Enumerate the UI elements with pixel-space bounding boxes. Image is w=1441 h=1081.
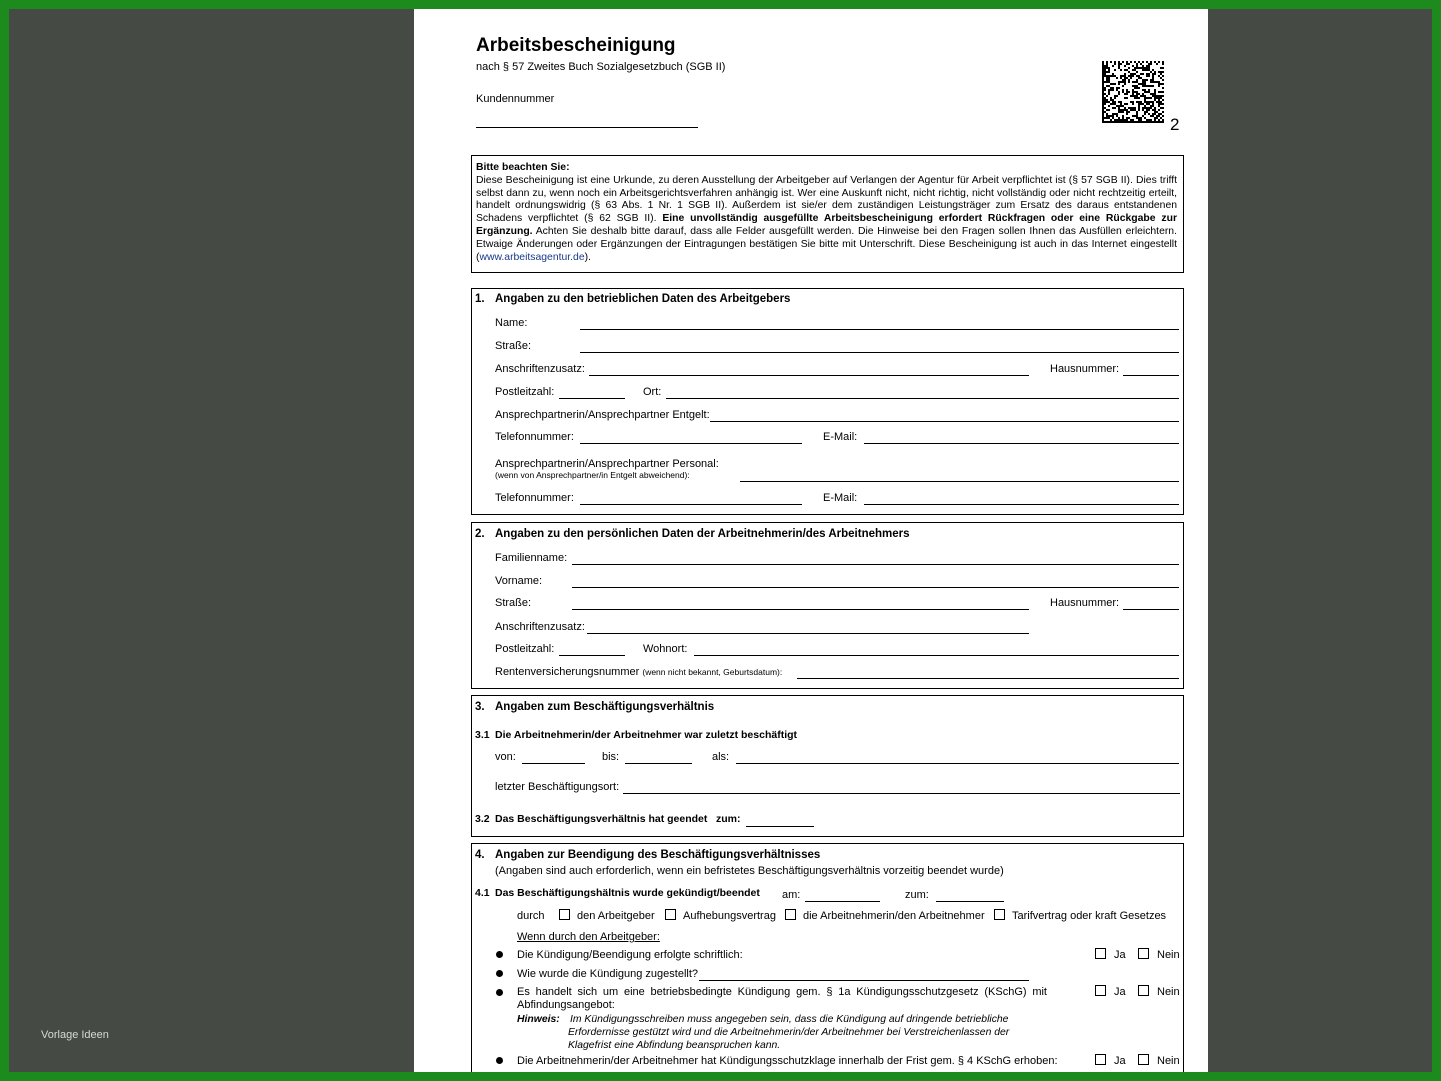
first-name-field[interactable] bbox=[572, 587, 1179, 588]
employer-postal-code-label: Postleitzahl: bbox=[495, 386, 555, 398]
page-number: 2 bbox=[1170, 115, 1180, 134]
bullet-icon bbox=[496, 989, 503, 996]
employer-phone-field[interactable] bbox=[580, 443, 802, 444]
section-4-1-number: 4.1 bbox=[475, 887, 490, 899]
employer-city-field[interactable] bbox=[666, 398, 1179, 399]
severance-yes-label: Ja bbox=[1114, 986, 1126, 998]
section-1-title: Angaben zu den betrieblichen Daten des Arbeitgebers bbox=[495, 293, 791, 305]
question-written: Die Kündigung/Beendigung erfolgte schriftlich: bbox=[517, 949, 743, 961]
employer-street-field[interactable] bbox=[580, 352, 1179, 353]
by-law-label: Tarifvertrag oder kraft Gesetzes bbox=[1012, 910, 1167, 922]
employee-street-label: Straße: bbox=[495, 597, 532, 609]
termination-effective-field[interactable] bbox=[936, 901, 1004, 902]
employee-address-suffix-field[interactable] bbox=[587, 633, 1029, 634]
section-3-2-title: Das Beschäftigungsverhältnis hat geendet bbox=[495, 813, 708, 825]
employer-address-suffix-field[interactable] bbox=[589, 375, 1029, 376]
personnel-phone-label: Telefonnummer: bbox=[495, 492, 574, 504]
by-law-checkbox[interactable] bbox=[994, 909, 1005, 920]
termination-agreement-label: Aufhebungsvertrag bbox=[683, 910, 776, 922]
pension-number-label bbox=[495, 666, 782, 679]
employer-name-field[interactable] bbox=[580, 329, 1179, 330]
last-workplace-field[interactable] bbox=[623, 793, 1180, 794]
employment-to-label: bis: bbox=[602, 751, 620, 763]
contact-personnel-field[interactable] bbox=[740, 481, 1179, 482]
employer-email-label: E-Mail: bbox=[823, 431, 858, 443]
section-3-title: Angaben zum Beschäftigungsverhältnis bbox=[495, 701, 715, 713]
employer-email-field[interactable] bbox=[864, 443, 1179, 444]
employer-house-number-label: Hausnummer: bbox=[1050, 363, 1120, 375]
website-link[interactable]: www.arbeitsagentur.de bbox=[479, 251, 585, 263]
employee-house-number-field[interactable] bbox=[1123, 609, 1179, 610]
family-name-label: Familienname: bbox=[495, 552, 568, 564]
hint-line-3: Klagefrist eine Abfindung beanspruchen kann. bbox=[568, 1040, 781, 1051]
employment-from-field[interactable] bbox=[522, 763, 585, 764]
watermark: Vorlage Ideen bbox=[41, 1029, 109, 1041]
employee-address-suffix-label: Anschriftenzusatz: bbox=[495, 621, 585, 633]
notice-text-2: Achten Sie deshalb bitte darauf, dass alle Felder ausgefüllt werden. Die Hinweise bei den Fragen sollen Ihnen das Ausfüllen erleichtern. Etwaige Änderungen oder Ergänzungen der Eintragungen bestätigen Sie bitte mit Unterschrift. Diese Bescheinigung ist auch in das Internet eingestellt ( bbox=[476, 225, 1177, 263]
page-subtitle: nach § 57 Zweites Buch Sozialgesetzbuch (SGB II) bbox=[476, 61, 726, 73]
datamatrix-code-icon bbox=[1102, 61, 1164, 123]
delivery-method-field[interactable] bbox=[699, 980, 1029, 981]
notice-text-3: ). bbox=[584, 251, 591, 263]
by-employer-checkbox[interactable] bbox=[559, 909, 570, 920]
lawsuit-yes-label: Ja bbox=[1114, 1055, 1126, 1067]
termination-date-field[interactable] bbox=[805, 901, 880, 902]
section-2-number: 2. bbox=[475, 528, 485, 540]
termination-effective-label: zum: bbox=[905, 889, 929, 901]
notice-text-1: Diese Bescheinigung ist eine Urkunde, zu deren Ausstellung der Arbeitgeber auf Verlangen der Agentur für Arbeit verpflichtet ist (§ 57 SGB II). Dies trifft selbst dann zu, wenn noch ein Arbeitsgerichtsverfahren anhängig ist. Wer eine Auskunft nicht, nicht richtig, nicht vollständig oder nicht rechtzeitig erteilt, handelt ordnungswidrig (§ 63 Abs. 1 Nr. 1 SGB II). Außerdem ist sie/er dem zuständigen Leistungsträger zum Ersatz des daraus entstandenen Schadens verpflichtet (§ 62 SGB II). bbox=[476, 174, 1177, 225]
employee-postal-code-field[interactable] bbox=[559, 655, 625, 656]
pension-number-text: Rentenversicherungsnummer bbox=[495, 666, 640, 678]
section-3-1-title: Die Arbeitnehmerin/der Arbeitnehmer war zuletzt beschäftigt bbox=[495, 729, 798, 741]
employer-name-label: Name: bbox=[495, 317, 528, 329]
employment-as-label: als: bbox=[712, 751, 730, 763]
section-1-number: 1. bbox=[475, 293, 485, 305]
if-employer-heading: Wenn durch den Arbeitgeber: bbox=[517, 931, 660, 943]
notice-text-bold: Eine unvollständig ausgefüllte Arbeitsbescheinigung erfordert Rückfragen oder eine Rückgabe zur Ergänzung. bbox=[476, 213, 1177, 237]
section-3-2-number: 3.2 bbox=[475, 813, 490, 825]
employee-postal-code-label: Postleitzahl: bbox=[495, 643, 555, 655]
employee-residence-field[interactable] bbox=[694, 655, 1179, 656]
employee-house-number-label: Hausnummer: bbox=[1050, 597, 1120, 609]
section-4-note: (Angaben sind auch erforderlich, wenn ein befristetes Beschäftigungsverhältnis vorzeitig beendet wurde) bbox=[495, 865, 1004, 877]
section-4-number: 4. bbox=[475, 849, 485, 861]
section-4-1-title: Das Beschäftigungshältnis wurde gekündigt/beendet bbox=[495, 887, 760, 899]
employment-end-field[interactable] bbox=[746, 826, 814, 827]
severance-yes-checkbox[interactable] bbox=[1095, 985, 1106, 996]
section-3-number: 3. bbox=[475, 701, 485, 713]
terminated-by-label: durch bbox=[517, 910, 545, 922]
bullet-icon bbox=[496, 951, 503, 958]
employer-phone-label: Telefonnummer: bbox=[495, 431, 574, 443]
bullet-icon bbox=[496, 970, 503, 977]
question-severance-line-1: Es handelt sich um eine betriebsbedingte Kündigung gem. § 1a Kündigungsschutzgesetz (KSchG) mit bbox=[517, 986, 1047, 998]
page-title: Arbeitsbescheinigung bbox=[476, 35, 676, 56]
personnel-phone-field[interactable] bbox=[580, 504, 802, 505]
employer-address-suffix-label: Anschriftenzusatz: bbox=[495, 363, 585, 375]
employment-to-field[interactable] bbox=[625, 763, 692, 764]
termination-agreement-checkbox[interactable] bbox=[665, 909, 676, 920]
lawsuit-no-label: Nein bbox=[1157, 1055, 1180, 1067]
employer-street-label: Straße: bbox=[495, 340, 532, 352]
employer-house-number-field[interactable] bbox=[1123, 375, 1179, 376]
notice-text bbox=[476, 162, 1177, 264]
contact-payroll-label: Ansprechpartnerin/Ansprechpartner Entgelt: bbox=[495, 409, 710, 421]
severance-no-checkbox[interactable] bbox=[1138, 985, 1149, 996]
personnel-email-label: E-Mail: bbox=[823, 492, 858, 504]
written-no-label: Nein bbox=[1157, 949, 1180, 961]
personnel-email-field[interactable] bbox=[864, 504, 1179, 505]
lawsuit-yes-checkbox[interactable] bbox=[1095, 1054, 1106, 1065]
lawsuit-no-checkbox[interactable] bbox=[1138, 1054, 1149, 1065]
question-delivery: Wie wurde die Kündigung zugestellt? bbox=[517, 968, 699, 980]
section-2-title: Angaben zu den persönlichen Daten der Arbeitnehmerin/des Arbeitnehmers bbox=[495, 528, 910, 540]
employer-postal-code-field[interactable] bbox=[559, 398, 625, 399]
last-workplace-label: letzter Beschäftigungsort: bbox=[495, 781, 620, 793]
termination-date-label: am: bbox=[782, 889, 801, 901]
question-severance-line-2: Abfindungsangebot: bbox=[517, 999, 615, 1011]
by-employee-label: die Arbeitnehmerin/den Arbeitnehmer bbox=[803, 910, 985, 922]
family-name-field[interactable] bbox=[572, 564, 1179, 565]
pension-number-note: (wenn nicht bekannt, Geburtsdatum): bbox=[642, 667, 783, 677]
contact-payroll-field[interactable] bbox=[710, 421, 1179, 422]
viewer-background bbox=[9, 9, 1432, 1072]
employment-from-label: von: bbox=[495, 751, 516, 763]
pension-number-field[interactable] bbox=[797, 678, 1179, 679]
written-yes-label: Ja bbox=[1114, 949, 1126, 961]
written-no-checkbox[interactable] bbox=[1138, 948, 1149, 959]
question-lawsuit: Die Arbeitnehmerin/der Arbeitnehmer hat Kündigungsschutzklage innerhalb der Frist gem. § 4 KSchG erhoben: bbox=[517, 1055, 1058, 1067]
contact-personnel-note: (wenn von Ansprechpartner/in Entgelt abweichend): bbox=[495, 470, 690, 480]
by-employer-label: den Arbeitgeber bbox=[577, 910, 655, 922]
employer-city-label: Ort: bbox=[643, 386, 662, 398]
first-name-label: Vorname: bbox=[495, 575, 543, 587]
hint-line-2: Erfordernisse gestützt wird und die Arbeitnehmerin/der Arbeitnehmer bei Verstreichenlassen der bbox=[568, 1027, 1010, 1038]
document-page bbox=[414, 9, 1208, 1072]
by-employee-checkbox[interactable] bbox=[785, 909, 796, 920]
written-yes-checkbox[interactable] bbox=[1095, 948, 1106, 959]
hint-line-1: Im Kündigungsschreiben muss angegeben sein, dass die Kündigung auf dringende betriebliche bbox=[570, 1014, 1009, 1025]
notice-heading: Bitte beachten Sie: bbox=[476, 162, 570, 173]
bullet-icon bbox=[496, 1057, 503, 1064]
customer-number-label: Kundennummer bbox=[476, 93, 555, 105]
hint-label: Hinweis: bbox=[517, 1014, 560, 1025]
section-3-1-number: 3.1 bbox=[475, 729, 490, 741]
customer-number-field[interactable] bbox=[476, 127, 698, 128]
employee-street-field[interactable] bbox=[572, 609, 1029, 610]
section-4-title: Angaben zur Beendigung des Beschäftigungsverhältnisses bbox=[495, 849, 821, 861]
employment-as-field[interactable] bbox=[736, 763, 1179, 764]
employment-end-label: zum: bbox=[716, 813, 741, 825]
contact-personnel-label: Ansprechpartnerin/Ansprechpartner Personal: bbox=[495, 458, 719, 470]
notice-box bbox=[471, 155, 1184, 273]
severance-no-label: Nein bbox=[1157, 986, 1180, 998]
employee-residence-label: Wohnort: bbox=[643, 643, 688, 655]
